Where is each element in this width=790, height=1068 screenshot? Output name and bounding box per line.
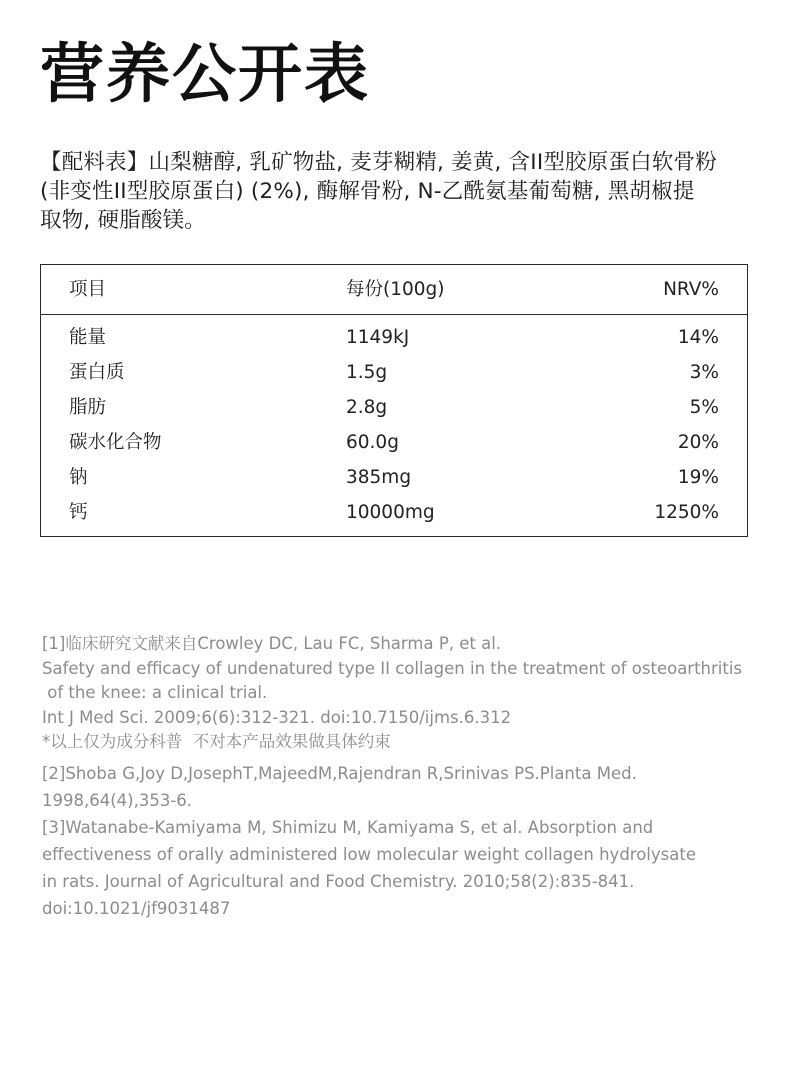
row-nrv: 1250% <box>654 502 719 523</box>
reference-line: Int J Med Sci. 2009;6(6):312-321. doi:10.7150/ijms.6.312 <box>42 707 512 727</box>
row-nrv: 5% <box>689 397 719 418</box>
table-row <box>41 501 747 536</box>
header-nrv: NRV% <box>663 279 719 300</box>
reference-line: of the knee: a clinical trial. <box>42 683 268 702</box>
row-per-serving: 1149kJ <box>346 327 410 348</box>
row-item: 钠 <box>69 467 88 488</box>
reference-line: [2]Shoba G,Joy D,JosephT,MajeedM,Rajendran R,Srinivas PS.Planta Med. <box>42 763 637 783</box>
row-per-serving: 10000mg <box>346 502 435 523</box>
reference-line: [1]临床研究文献来自Crowley DC, Lau FC, Sharma P, et al. <box>42 634 502 653</box>
reference-line: Safety and efficacy of undenatured type II collagen in the treatment of osteoarthritis <box>42 658 743 678</box>
header-item: 项目 <box>69 279 107 300</box>
ingredients-list <box>40 148 755 235</box>
ingredients-line: (非变性II型胶原蛋白) (2%), 酶解骨粉, N-乙酰氨基葡萄糖, 黑胡椒提 <box>40 179 695 204</box>
row-item: 脂肪 <box>69 397 107 418</box>
table-header <box>41 265 747 315</box>
row-item: 碳水化合物 <box>69 432 162 453</box>
row-nrv: 19% <box>677 467 719 488</box>
reference-line: in rats. Journal of Agricultural and Food Chemistry. 2010;58(2):835-841. <box>42 871 635 891</box>
row-nrv: 3% <box>689 362 719 383</box>
table-row <box>41 466 747 501</box>
references <box>42 632 762 922</box>
reference-block-1 <box>42 632 762 755</box>
ingredients-line: 【配料表】山梨糖醇, 乳矿物盐, 麦芽糊精, 姜黄, 含II型胶原蛋白软骨粉 <box>40 150 717 175</box>
row-per-serving: 2.8g <box>346 397 388 418</box>
disclaimer-line: *以上仅为成分科普 不对本产品效果做具体约束 <box>42 732 391 751</box>
reference-line: doi:10.1021/jf9031487 <box>42 898 231 918</box>
row-per-serving: 385mg <box>346 467 412 488</box>
row-item: 能量 <box>69 327 107 348</box>
reference-line: effectiveness of orally administered low molecular weight collagen hydrolysate <box>42 844 696 864</box>
nutrition-table <box>40 264 748 537</box>
page-title: 营养公开表 <box>40 38 370 112</box>
header-per-serving: 每份(100g) <box>346 279 445 300</box>
reference-line: 1998,64(4),353-6. <box>42 790 193 810</box>
row-item: 钙 <box>69 502 88 523</box>
reference-block-2 <box>42 760 762 922</box>
table-row <box>41 431 747 466</box>
reference-line: [3]Watanabe-Kamiyama M, Shimizu M, Kamiyama S, et al. Absorption and <box>42 817 654 837</box>
table-row <box>41 361 747 396</box>
row-nrv: 20% <box>677 432 719 453</box>
ingredients-line: 取物, 硬脂酸镁。 <box>40 208 206 233</box>
row-nrv: 14% <box>677 327 719 348</box>
row-item: 蛋白质 <box>69 362 125 383</box>
table-row <box>41 326 747 361</box>
row-per-serving: 1.5g <box>346 362 388 383</box>
table-row <box>41 396 747 431</box>
row-per-serving: 60.0g <box>346 432 399 453</box>
